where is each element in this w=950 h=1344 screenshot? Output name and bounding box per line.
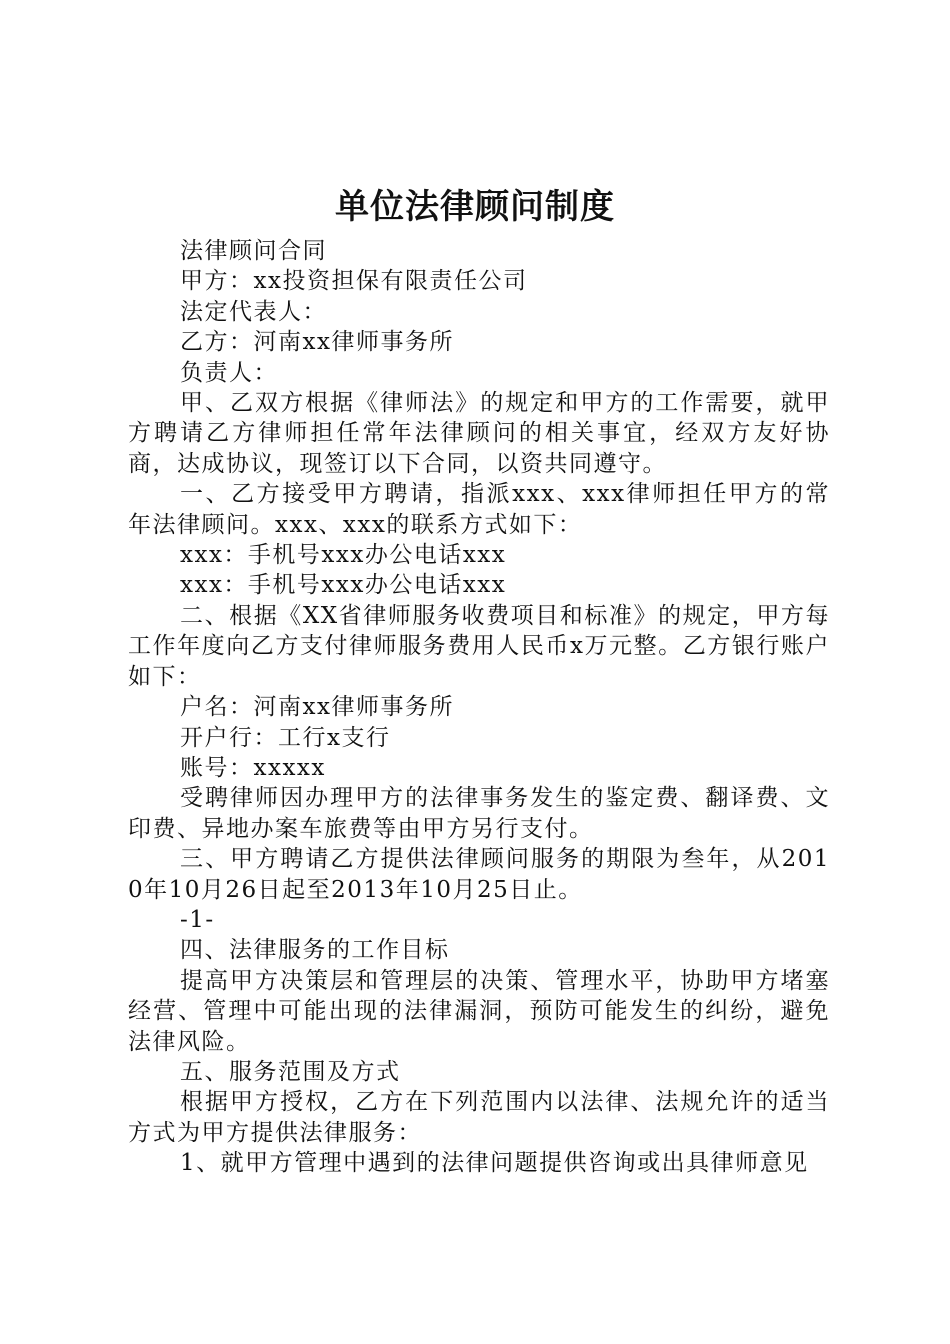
paragraph-person-in-charge: 负责人： — [180, 359, 278, 386]
paragraph-contact-1: xxx：手机号xxx办公电话xxx — [180, 542, 507, 569]
paragraph-clause-1: 一、乙方接受甲方聘请，指派xxx、xxx律师担任甲方的常年法律顾问。xxx、xxx的联系方式如下： — [128, 481, 830, 538]
document-body — [128, 236, 830, 1179]
paragraph-legal-representative: 法定代表人： — [180, 298, 327, 325]
paragraph-section-5-heading: 五、服务范围及方式 — [180, 1058, 401, 1085]
paragraph-section-5-body: 根据甲方授权，乙方在下列范围内以法律、法规允许的适当方式为甲方提供法律服务： — [128, 1089, 830, 1146]
paragraph-party-b: 乙方：河南xx律师事务所 — [180, 329, 454, 356]
paragraph-preamble: 甲、乙双方根据《律师法》的规定和甲方的工作需要，就甲方聘请乙方律师担任常年法律顾问的相关事宜，经双方友好协商，达成协议，现签订以下合同，以资共同遵守。 — [128, 390, 830, 477]
paragraph-section-4-heading: 四、法律服务的工作目标 — [180, 937, 450, 964]
page-number: -1- — [180, 906, 215, 933]
paragraph-account-name: 户名：河南xx律师事务所 — [180, 694, 454, 721]
paragraph-bank: 开户行：工行x支行 — [180, 724, 391, 751]
paragraph-clause-2: 二、根据《XX省律师服务收费项目和标准》的规定，甲方每工作年度向乙方支付律师服务费用人民币x万元整。乙方银行账户如下： — [128, 602, 830, 690]
paragraph-contract-heading: 法律顾问合同 — [180, 238, 327, 264]
paragraph-service-item-1: 1、就甲方管理中遇到的法律问题提供咨询或出具律师意见 — [180, 1150, 809, 1177]
paragraph-expenses: 受聘律师因办理甲方的法律事务发生的鉴定费、翻译费、文印费、异地办案车旅费等由甲方另行支付。 — [128, 785, 830, 842]
paragraph-party-a: 甲方：xx投资担保有限责任公司 — [180, 268, 528, 295]
paragraph-section-4-body: 提高甲方决策层和管理层的决策、管理水平，协助甲方堵塞经营、管理中可能出现的法律漏洞，预防可能发生的纠纷，避免法律风险。 — [128, 967, 830, 1055]
paragraph-account-number: 账号：xxxxx — [180, 754, 326, 781]
paragraph-contact-2: xxx：手机号xxx办公电话xxx — [180, 572, 507, 599]
paragraph-clause-3: 三、甲方聘请乙方提供法律顾问服务的期限为叁年，从2010年10月26日起至2013年10月25日止。 — [128, 846, 830, 903]
document-title: 单位法律顾问制度 — [335, 187, 615, 227]
